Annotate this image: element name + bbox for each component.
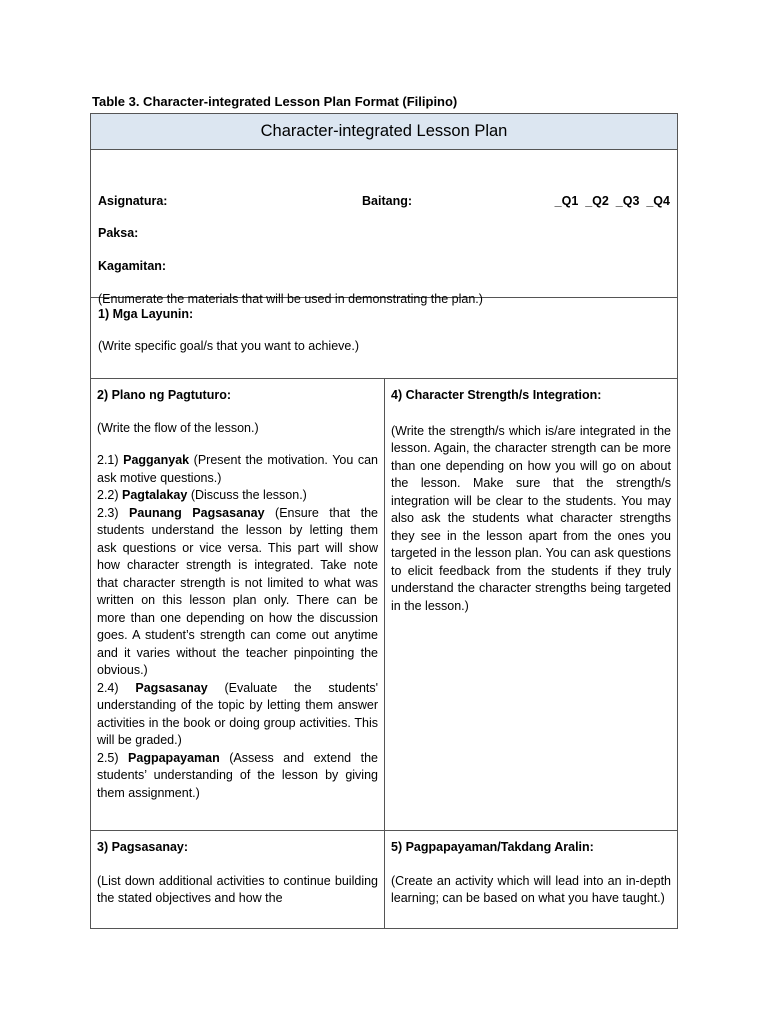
pagsasanay-cell [91,831,385,928]
kagamitan-label: Kagamitan: [98,259,167,273]
kagamitan-note: (Enumerate the materials that will be used in demonstrating the plan.) [98,292,483,306]
layunin-heading: 1) Mga Layunin: [98,307,194,321]
plano-heading: 2) Plano ng Pagtuturo: [97,388,232,402]
plano-item-4: 2.4) Pagsasanay (Evaluate the students' understanding of the topic by letting them answer activities in the book or doing group activities. This will be graded.) [97,680,379,747]
character-cell [385,379,677,830]
table-caption: Table 3. Character-integrated Lesson Plan Format (Filipino) [92,94,458,109]
layunin-note: (Write specific goal/s that you want to achieve.) [98,339,359,353]
plano-item-2: 2.2) Pagtalakay (Discuss the lesson.) [97,488,307,502]
plano-cell [91,379,385,830]
pagsasanay-note: (List down additional activities to continue building the stated objectives and how the [97,873,378,905]
plano-item-3: 2.3) Paunang Pagsasanay (Ensure that the students understand the lesson by letting them ask questions or vice versa. This part will show how character strength is integrated. Take note that character strength is not limited to what was written on this lesson plan only. There can be more than one depending on how the discussion goes. A student’s strength can come out anytime and it varies without the teacher pinpointing the obvious.) [97,505,379,677]
character-note: (Write the strength/s which is/are integrated in the lesson. Again, the character strength can be more than one depending on how you will go on about the lesson. Make sure that the strength/s integration will be clear to the students. You may also ask the students what character strengths they see in the lesson apart from the ones you targeted in the lesson plan. You can ask questions to elicit feedback from the students if they truly understand the character strengths being targeted in the lesson.) [391,423,671,613]
paksa-label: Paksa: [98,226,139,240]
plano-item-5: 2.5) Pagpapayaman (Assess and extend the students’ understanding of the lesson by giving them assignment.) [97,750,378,800]
pagpapayaman-note: (Create an activity which will lead into an in-depth learning; can be based on what you have taught.) [391,873,671,905]
lesson-plan-table [90,113,678,929]
quarter-options: _Q1 _Q2 _Q3 _Q4 [554,194,670,208]
plano-item-1: 2.1) Pagganyak (Present the motivation. You can ask motive questions.) [97,453,379,485]
activity-row [91,831,677,928]
layunin-section [91,298,677,379]
plan-row [91,379,677,831]
asignatura-label: Asignatura: [98,194,168,208]
info-section [91,150,677,306]
character-heading: 4) Character Strength/s Integration: [391,388,602,402]
plano-intro: (Write the flow of the lesson.) [97,420,259,435]
pagpapayaman-heading: 5) Pagpapayaman/Takdang Aralin: [391,840,594,854]
pagpapayaman-cell [385,831,677,928]
baitang-label: Baitang: [362,194,412,208]
pagsasanay-heading: 3) Pagsasanay: [97,840,189,854]
table-title: Character-integrated Lesson Plan [91,114,677,150]
